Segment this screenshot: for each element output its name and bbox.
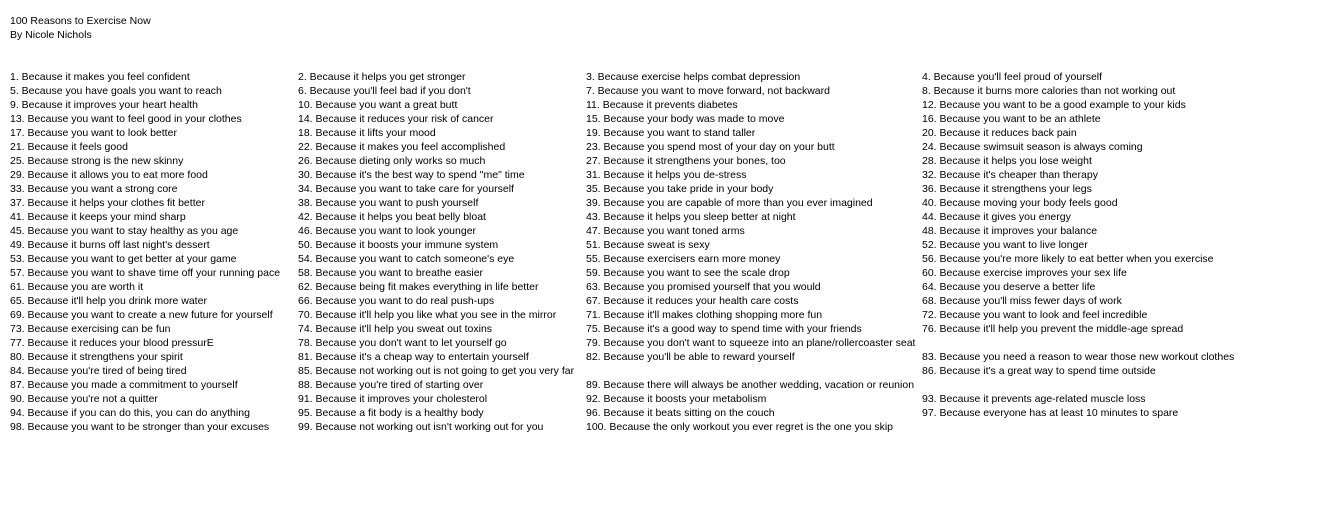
reason-item: 84. Because you're tired of being tired [10,365,187,377]
reason-item: 93. Because it prevents age-related muscle loss [922,393,1146,405]
reason-item: 88. Because you're tired of starting over [298,379,484,391]
reason-item: 74. Because it'll help you sweat out toxins [298,323,493,335]
reason-item: 36. Because it strengthens your legs [922,183,1092,195]
reason-item: 96. Because it beats sitting on the couch [586,407,775,419]
reason-item: 12. Because you want to be a good example to your kids [922,99,1186,111]
reason-item: 52. Because you want to live longer [922,239,1088,251]
reason-item: 62. Because being fit makes everything in life better [298,281,539,293]
reason-item: 92. Because it boosts your metabolism [586,393,767,405]
reason-item: 20. Because it reduces back pain [922,127,1077,139]
reason-item: 26. Because dieting only works so much [298,155,486,167]
reason-item: 72. Because you want to look and feel incredible [922,309,1148,321]
reason-item: 19. Because you want to stand taller [586,127,756,139]
reason-item: 45. Because you want to stay healthy as you age [10,225,239,237]
reason-item: 27. Because it strengthens your bones, too [586,155,786,167]
reason-item: 5. Because you have goals you want to reach [10,85,222,97]
reason-item: 99. Because not working out isn't working out for you [298,421,544,433]
reason-item: 53. Because you want to get better at your game [10,253,237,265]
reason-item: 29. Because it allows you to eat more food [10,169,208,181]
reason-item: 68. Because you'll miss fewer days of work [922,295,1122,307]
reason-item: 65. Because it'll help you drink more water [10,295,207,307]
reason-item: 91. Because it improves your cholesterol [298,393,488,405]
reason-item: 32. Because it's cheaper than therapy [922,169,1098,181]
reason-item: 48. Because it improves your balance [922,225,1098,237]
reason-item: 37. Because it helps your clothes fit better [10,197,205,209]
reason-item: 11. Because it prevents diabetes [586,99,738,111]
reason-item: 21. Because it feels good [10,141,128,153]
reason-item: 23. Because you spend most of your day on your butt [586,141,835,153]
reason-item: 67. Because it reduces your health care costs [586,295,799,307]
reason-item: 35. Because you take pride in your body [586,183,774,195]
reason-item: 76. Because it'll help you prevent the middle-age spread [922,323,1184,335]
document-header [10,14,151,42]
reason-item: 2. Because it helps you get stronger [298,71,466,83]
reason-item: 54. Because you want to catch someone's eye [298,253,515,265]
reason-item: 38. Because you want to push yourself [298,197,479,209]
reason-item: 39. Because you are capable of more than you ever imagined [586,197,873,209]
reason-item: 49. Because it burns off last night's dessert [10,239,210,251]
reason-item: 8. Because it burns more calories than not working out [922,85,1176,97]
reason-item: 51. Because sweat is sexy [586,239,710,251]
reason-item: 86. Because it's a great way to spend time outside [922,365,1156,377]
reason-item: 14. Because it reduces your risk of cancer [298,113,494,125]
reason-item: 85. Because not working out is not going to get you very far [298,365,575,377]
reason-item: 24. Because swimsuit season is always coming [922,141,1143,153]
reason-item: 42. Because it helps you beat belly bloat [298,211,486,223]
reason-item: 81. Because it's a cheap way to entertain yourself [298,351,529,363]
reason-item: 87. Because you made a commitment to yourself [10,379,238,391]
reason-item: 60. Because exercise improves your sex life [922,267,1127,279]
reason-item: 98. Because you want to be stronger than your excuses [10,421,270,433]
reason-item: 25. Because strong is the new skinny [10,155,184,167]
reason-item: 9. Because it improves your heart health [10,99,198,111]
reason-item: 10. Because you want a great butt [298,99,458,111]
reason-item: 59. Because you want to see the scale drop [586,267,790,279]
reason-item: 89. Because there will always be another wedding, vacation or reunion [586,379,915,391]
reason-item: 61. Because you are worth it [10,281,144,293]
reason-item: 16. Because you want to be an athlete [922,113,1101,125]
reason-item: 46. Because you want to look younger [298,225,477,237]
reason-item: 50. Because it boosts your immune system [298,239,499,251]
reason-item: 90. Because you're not a quitter [10,393,158,405]
reason-item: 34. Because you want to take care for yourself [298,183,514,195]
reason-item: 3. Because exercise helps combat depression [586,71,801,83]
reason-item: 94. Because if you can do this, you can do anything [10,407,250,419]
reason-item: 83. Because you need a reason to wear those new workout clothes [922,351,1235,363]
reason-item: 69. Because you want to create a new future for yourself [10,309,273,321]
reason-item: 4. Because you'll feel proud of yourself [922,71,1103,83]
reason-item: 82. Because you'll be able to reward yourself [586,351,795,363]
reason-item: 70. Because it'll help you like what you see in the mirror [298,309,557,321]
reason-item: 41. Because it keeps your mind sharp [10,211,186,223]
reason-item: 6. Because you'll feel bad if you don't [298,85,471,97]
reason-item: 47. Because you want toned arms [586,225,745,237]
reason-item: 75. Because it's a good way to spend time with your friends [586,323,862,335]
reason-item: 22. Because it makes you feel accomplished [298,141,506,153]
reason-item: 100. Because the only workout you ever regret is the one you skip [586,421,894,433]
reason-item: 57. Because you want to shave time off your running pace [10,267,281,279]
document-author: By Nicole Nichols [10,29,92,41]
reason-item: 71. Because it'll makes clothing shopping more fun [586,309,823,321]
reason-item: 30. Because it's the best way to spend "me" time [298,169,525,181]
reason-item: 33. Because you want a strong core [10,183,178,195]
reason-item: 7. Because you want to move forward, not backward [586,85,830,97]
reason-item: 78. Because you don't want to let yourself go [298,337,507,349]
reason-item: 63. Because you promised yourself that you would [586,281,821,293]
reason-item: 56. Because you're more likely to eat better when you exercise [922,253,1214,265]
reason-item: 77. Because it reduces your blood pressurE [10,337,214,349]
reason-item: 31. Because it helps you de-stress [586,169,747,181]
reason-item: 73. Because exercising can be fun [10,323,171,335]
document-title: 100 Reasons to Exercise Now [10,15,151,27]
reason-item: 97. Because everyone has at least 10 minutes to spare [922,407,1179,419]
reason-item: 95. Because a fit body is a healthy body [298,407,484,419]
reason-item: 15. Because your body was made to move [586,113,785,125]
reason-item: 18. Because it lifts your mood [298,127,436,139]
reason-item: 13. Because you want to feel good in your clothes [10,113,242,125]
reason-item: 1. Because it makes you feel confident [10,71,190,83]
reason-item: 58. Because you want to breathe easier [298,267,484,279]
reason-item: 55. Because exercisers earn more money [586,253,781,265]
reason-item: 79. Because you don't want to squeeze into an plane/rollercoaster seat [586,337,916,349]
reason-item: 80. Because it strengthens your spirit [10,351,183,363]
reason-item: 66. Because you want to do real push-ups [298,295,495,307]
reason-item: 40. Because moving your body feels good [922,197,1118,209]
reason-item: 43. Because it helps you sleep better at night [586,211,796,223]
reason-item: 17. Because you want to look better [10,127,177,139]
reason-item: 44. Because it gives you energy [922,211,1071,223]
reason-item: 64. Because you deserve a better life [922,281,1096,293]
reason-item: 28. Because it helps you lose weight [922,155,1092,167]
